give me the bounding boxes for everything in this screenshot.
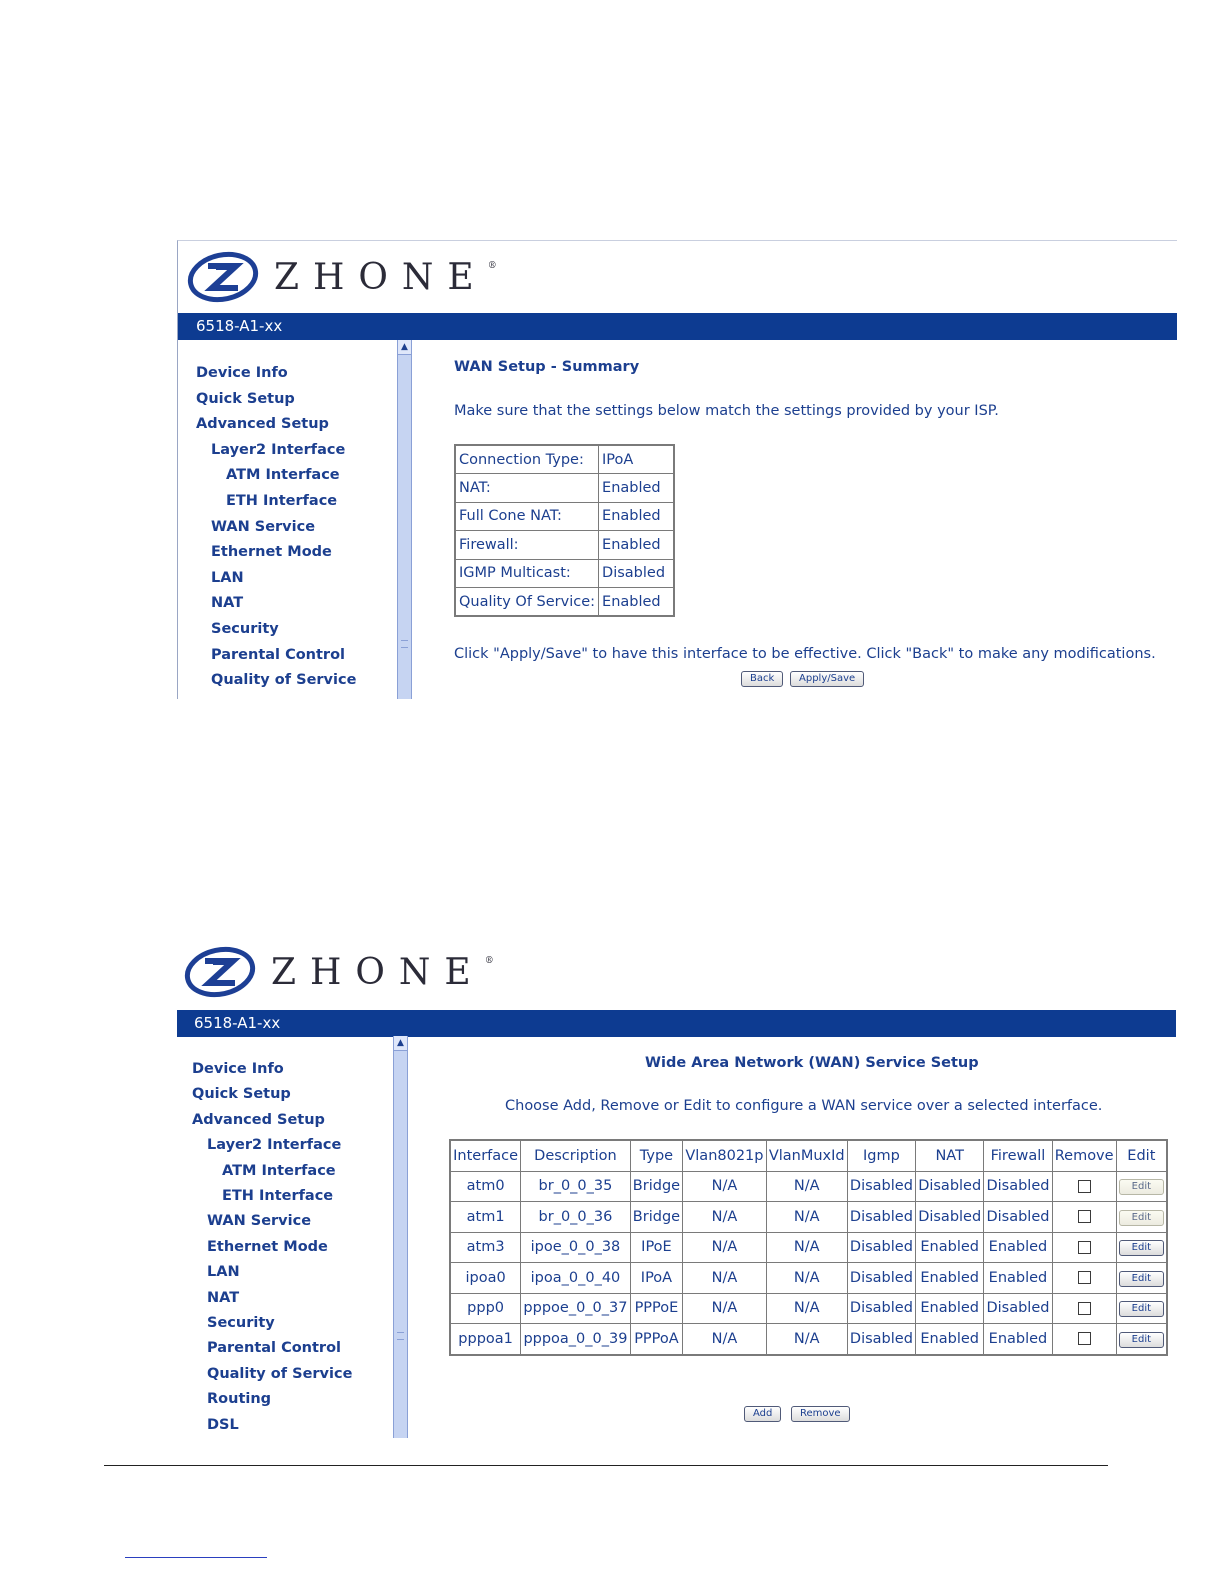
cell-vlan8021p: N/A — [683, 1293, 766, 1324]
sidebar-scrollbar[interactable] — [393, 1036, 408, 1438]
cell-nat: Disabled — [916, 1202, 984, 1233]
sidebar-item-ethernet-mode[interactable]: Ethernet Mode — [207, 1238, 328, 1255]
column-header-interface: Interface — [450, 1140, 521, 1171]
cell-type: IPoA — [630, 1263, 682, 1294]
edit-button[interactable]: Edit — [1119, 1332, 1164, 1348]
sidebar-item-atm-interface[interactable]: ATM Interface — [226, 467, 340, 484]
sidebar-item-wan-service[interactable]: WAN Service — [207, 1213, 312, 1230]
column-header-vlanmuxid: VlanMuxId — [766, 1140, 847, 1171]
cell-description: br_0_0_36 — [521, 1202, 631, 1233]
cell-remove — [1052, 1324, 1116, 1355]
cell-description: br_0_0_35 — [521, 1171, 631, 1202]
summary-row — [455, 474, 674, 502]
cell-vlan8021p: N/A — [683, 1232, 766, 1263]
cell-nat: Enabled — [916, 1263, 984, 1294]
page-title: WAN Setup - Summary — [454, 359, 640, 375]
add-button[interactable]: Add — [744, 1406, 781, 1422]
cell-edit — [1116, 1171, 1167, 1202]
scroll-grip-icon — [397, 1332, 404, 1340]
scroll-up-arrow-icon[interactable]: ▲ — [398, 340, 411, 355]
column-header-type: Type — [630, 1140, 682, 1171]
edit-button[interactable]: Edit — [1119, 1210, 1164, 1226]
cell-description: pppoe_0_0_37 — [521, 1293, 631, 1324]
edit-button[interactable]: Edit — [1119, 1301, 1164, 1317]
cell-nat: Enabled — [916, 1232, 984, 1263]
cell-edit — [1116, 1232, 1167, 1263]
summary-label: Connection Type: — [455, 445, 599, 474]
edit-button[interactable]: Edit — [1119, 1271, 1164, 1287]
cell-type: Bridge — [630, 1202, 682, 1233]
page-title: Wide Area Network (WAN) Service Setup — [645, 1055, 979, 1071]
sidebar-item-quick-setup[interactable]: Quick Setup — [192, 1086, 291, 1103]
cell-interface: atm1 — [450, 1202, 521, 1233]
model-header-bar: 6518-A1-xx — [177, 1010, 1176, 1037]
summary-label: NAT: — [455, 474, 599, 502]
zhone-wordmark: ZHONE® — [271, 951, 494, 993]
cell-nat: Disabled — [916, 1171, 984, 1202]
zhone-logo-icon — [186, 251, 260, 303]
table-row — [450, 1324, 1167, 1355]
apply-save-button[interactable]: Apply/Save — [790, 671, 864, 687]
cell-description: pppoa_0_0_39 — [521, 1324, 631, 1355]
summary-row — [455, 502, 674, 530]
sidebar-item-parental-control[interactable]: Parental Control — [211, 646, 346, 663]
cell-description: ipoe_0_0_38 — [521, 1232, 631, 1263]
remove-checkbox[interactable] — [1078, 1332, 1091, 1345]
sidebar-item-atm-interface[interactable]: ATM Interface — [222, 1162, 336, 1179]
zhone-logo-icon — [183, 946, 257, 998]
summary-value: Enabled — [599, 531, 675, 559]
cell-vlanmuxid: N/A — [766, 1202, 847, 1233]
summary-label: Firewall: — [455, 531, 599, 559]
column-header-vlan8021p: Vlan8021p — [683, 1140, 766, 1171]
sidebar-item-advanced-setup[interactable]: Advanced Setup — [192, 1111, 325, 1128]
cell-interface: atm3 — [450, 1232, 521, 1263]
cell-vlan8021p: N/A — [683, 1263, 766, 1294]
column-header-description: Description — [521, 1140, 631, 1171]
intro-text: Choose Add, Remove or Edit to configure a WAN service over a selected interface. — [505, 1098, 1103, 1114]
sidebar-item-device-info[interactable]: Device Info — [192, 1061, 284, 1077]
scroll-up-arrow-icon[interactable]: ▲ — [394, 1036, 407, 1051]
back-button[interactable]: Back — [741, 671, 783, 687]
summary-value: Enabled — [599, 474, 675, 502]
apply-note: Click "Apply/Save" to have this interface to be effective. Click "Back" to make any modifications. — [454, 646, 1156, 662]
model-header-bar: 6518-A1-xx — [178, 313, 1177, 340]
cell-vlanmuxid: N/A — [766, 1171, 847, 1202]
summary-table — [454, 444, 675, 617]
sidebar-item-nat[interactable]: NAT — [207, 1289, 240, 1306]
sidebar-item-layer2-interface[interactable]: Layer2 Interface — [207, 1137, 342, 1154]
scroll-grip-icon — [401, 640, 408, 648]
remove-checkbox[interactable] — [1078, 1271, 1091, 1284]
column-header-edit: Edit — [1116, 1140, 1167, 1171]
cell-firewall: Enabled — [984, 1232, 1052, 1263]
cell-vlan8021p: N/A — [683, 1202, 766, 1233]
cell-interface: pppoa1 — [450, 1324, 521, 1355]
sidebar-item-quality-of-service[interactable]: Quality of Service — [211, 672, 357, 689]
cell-igmp: Disabled — [847, 1232, 915, 1263]
sidebar-item-wan-service[interactable]: WAN Service — [211, 518, 316, 535]
summary-row — [455, 445, 674, 474]
cell-firewall: Disabled — [984, 1293, 1052, 1324]
summary-label: Full Cone NAT: — [455, 502, 599, 530]
cell-remove — [1052, 1232, 1116, 1263]
cell-vlanmuxid: N/A — [766, 1324, 847, 1355]
cell-igmp: Disabled — [847, 1171, 915, 1202]
cell-interface: ipoa0 — [450, 1263, 521, 1294]
sidebar-item-ethernet-mode[interactable]: Ethernet Mode — [211, 544, 332, 561]
cell-firewall: Enabled — [984, 1324, 1052, 1355]
table-row — [450, 1263, 1167, 1294]
cell-igmp: Disabled — [847, 1293, 915, 1324]
wan-summary-screenshot — [177, 240, 1177, 699]
cell-igmp: Disabled — [847, 1202, 915, 1233]
edit-button[interactable]: Edit — [1119, 1240, 1164, 1256]
summary-row — [455, 587, 674, 616]
column-header-igmp: Igmp — [847, 1140, 915, 1171]
summary-label: Quality Of Service: — [455, 587, 599, 616]
cell-type: IPoE — [630, 1232, 682, 1263]
wan-service-table — [449, 1139, 1168, 1356]
column-header-remove: Remove — [1052, 1140, 1116, 1171]
sidebar-item-layer2-interface[interactable]: Layer2 Interface — [211, 441, 346, 458]
cell-igmp: Disabled — [847, 1324, 915, 1355]
footer-rule — [104, 1465, 1108, 1466]
remove-checkbox[interactable] — [1078, 1241, 1091, 1254]
cell-nat: Enabled — [916, 1293, 984, 1324]
table-row — [450, 1232, 1167, 1263]
sidebar-item-parental-control[interactable]: Parental Control — [207, 1340, 342, 1357]
sidebar-item-security[interactable]: Security — [211, 621, 279, 637]
intro-text: Make sure that the settings below match the settings provided by your ISP. — [454, 403, 999, 419]
sidebar-item-lan[interactable]: LAN — [207, 1264, 240, 1281]
sidebar-item-quick-setup[interactable]: Quick Setup — [196, 390, 295, 407]
sidebar-item-advanced-setup[interactable]: Advanced Setup — [196, 416, 329, 433]
cell-vlanmuxid: N/A — [766, 1263, 847, 1294]
summary-label: IGMP Multicast: — [455, 559, 599, 587]
cell-type: PPPoA — [630, 1324, 682, 1355]
zhone-logo — [186, 251, 497, 303]
cell-firewall: Disabled — [984, 1171, 1052, 1202]
zhone-wordmark: ZHONE® — [274, 256, 497, 298]
cell-firewall: Enabled — [984, 1263, 1052, 1294]
remove-checkbox[interactable] — [1078, 1210, 1091, 1223]
summary-value: Disabled — [599, 559, 675, 587]
cell-edit — [1116, 1202, 1167, 1233]
cell-vlanmuxid: N/A — [766, 1293, 847, 1324]
sidebar-item-nat[interactable]: NAT — [211, 595, 244, 612]
cell-edit — [1116, 1263, 1167, 1294]
summary-row — [455, 531, 674, 559]
cell-nat: Enabled — [916, 1324, 984, 1355]
cell-firewall: Disabled — [984, 1202, 1052, 1233]
sidebar-item-security[interactable]: Security — [207, 1315, 275, 1331]
table-row — [450, 1202, 1167, 1233]
cell-type: Bridge — [630, 1171, 682, 1202]
cell-interface: ppp0 — [450, 1293, 521, 1324]
remove-button[interactable]: Remove — [791, 1406, 850, 1422]
cell-description: ipoa_0_0_40 — [521, 1263, 631, 1294]
summary-value: Enabled — [599, 502, 675, 530]
sidebar-item-eth-interface[interactable]: ETH Interface — [226, 493, 338, 509]
wan-service-screenshot — [177, 938, 1176, 1438]
cell-vlan8021p: N/A — [683, 1324, 766, 1355]
zhone-logo — [183, 946, 494, 998]
cell-vlanmuxid: N/A — [766, 1232, 847, 1263]
sidebar-item-device-info[interactable]: Device Info — [196, 365, 288, 381]
column-header-nat: NAT — [916, 1140, 984, 1171]
cell-remove — [1052, 1293, 1116, 1324]
cell-type: PPPoE — [630, 1293, 682, 1324]
sidebar-scrollbar[interactable] — [397, 340, 412, 699]
table-row — [450, 1171, 1167, 1202]
cell-remove — [1052, 1202, 1116, 1233]
cell-interface: atm0 — [450, 1171, 521, 1202]
sidebar-item-dsl[interactable]: DSL — [207, 1416, 239, 1433]
sidebar-item-quality-of-service[interactable]: Quality of Service — [207, 1365, 353, 1382]
cell-remove — [1052, 1263, 1116, 1294]
edit-button[interactable]: Edit — [1119, 1179, 1164, 1195]
summary-row — [455, 559, 674, 587]
footer-link-underline — [125, 1557, 267, 1558]
sidebar-item-routing[interactable]: Routing — [207, 1391, 272, 1408]
cell-igmp: Disabled — [847, 1263, 915, 1294]
remove-checkbox[interactable] — [1078, 1180, 1091, 1193]
sidebar-item-lan[interactable]: LAN — [211, 569, 244, 586]
summary-value: IPoA — [599, 445, 675, 474]
sidebar-item-eth-interface[interactable]: ETH Interface — [222, 1188, 334, 1204]
column-header-firewall: Firewall — [984, 1140, 1052, 1171]
cell-edit — [1116, 1293, 1167, 1324]
cell-remove — [1052, 1171, 1116, 1202]
cell-edit — [1116, 1324, 1167, 1355]
cell-vlan8021p: N/A — [683, 1171, 766, 1202]
table-row — [450, 1293, 1167, 1324]
summary-value: Enabled — [599, 587, 675, 616]
remove-checkbox[interactable] — [1078, 1302, 1091, 1315]
